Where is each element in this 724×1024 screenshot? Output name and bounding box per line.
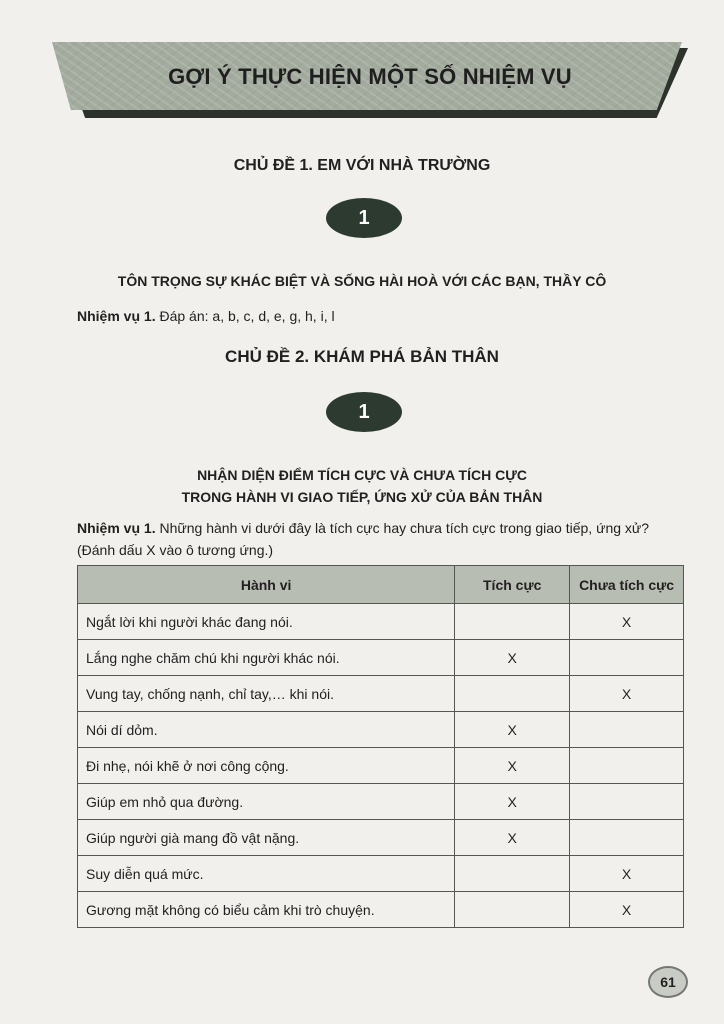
positive-cell: X	[455, 640, 570, 676]
behavior-table	[77, 565, 684, 928]
topic-2-subtitle-2: TRONG HÀNH VI GIAO TIẾP, ỨNG XỬ CỦA BẢN THÂN	[181, 489, 543, 505]
behavior-cell: Giúp em nhỏ qua đường.	[78, 784, 455, 820]
header-behavior: Hành vi	[78, 566, 455, 604]
table-row	[78, 712, 684, 748]
positive-cell: X	[455, 784, 570, 820]
not-positive-cell	[570, 640, 684, 676]
section-banner	[52, 42, 688, 118]
header-positive: Tích cực	[455, 566, 570, 604]
positive-cell	[455, 856, 570, 892]
positive-cell: X	[455, 748, 570, 784]
task-text: Những hành vi dưới đây là tích cực hay chưa tích cực trong giao tiếp, ứng xử? (Đánh dấu X vào ô tương ứng.)	[77, 520, 650, 558]
table-row	[78, 820, 684, 856]
behavior-cell: Gương mặt không có biểu cảm khi trò chuyện.	[78, 892, 455, 928]
task-label: Nhiệm vụ 1.	[77, 308, 156, 324]
task-label: Nhiệm vụ 1.	[77, 520, 156, 536]
header-not-positive: Chưa tích cực	[570, 566, 684, 604]
topic-2-task	[77, 517, 687, 561]
behavior-cell: Đi nhẹ, nói khẽ ở nơi công cộng.	[78, 748, 455, 784]
topic-2-subtitle-1: NHẬN DIỆN ĐIỂM TÍCH CỰC VÀ CHƯA TÍCH CỰC	[197, 467, 527, 483]
behavior-cell: Nói dí dỏm.	[78, 712, 455, 748]
topic-2-title: CHỦ ĐỀ 2. KHÁM PHÁ BẢN THÂN	[225, 347, 499, 366]
table-row	[78, 676, 684, 712]
table-row	[78, 892, 684, 928]
table-row	[78, 748, 684, 784]
table-row	[78, 640, 684, 676]
topic-1-title: CHỦ ĐỀ 1. EM VỚI NHÀ TRƯỜNG	[233, 157, 491, 174]
positive-cell	[455, 604, 570, 640]
page-number: 61	[648, 966, 688, 998]
positive-cell	[455, 676, 570, 712]
not-positive-cell	[570, 748, 684, 784]
topic-1-subtitle: TÔN TRỌNG SỰ KHÁC BIỆT VÀ SỐNG HÀI HOÀ VỚI CÁC BẠN, THẦY CÔ	[117, 273, 607, 289]
lesson-badge-1: 1	[326, 198, 402, 238]
positive-cell: X	[455, 820, 570, 856]
positive-cell: X	[455, 712, 570, 748]
not-positive-cell: X	[570, 856, 684, 892]
table-row	[78, 604, 684, 640]
behavior-cell: Suy diễn quá mức.	[78, 856, 455, 892]
behavior-cell: Ngắt lời khi người khác đang nói.	[78, 604, 455, 640]
not-positive-cell: X	[570, 604, 684, 640]
lesson-badge-2: 1	[326, 392, 402, 432]
table-header-row	[78, 566, 684, 604]
behavior-cell: Giúp người già mang đồ vật nặng.	[78, 820, 455, 856]
not-positive-cell	[570, 784, 684, 820]
positive-cell	[455, 892, 570, 928]
not-positive-cell	[570, 820, 684, 856]
task-text: Đáp án: a, b, c, d, e, g, h, i, l	[155, 308, 335, 324]
table-row	[78, 856, 684, 892]
behavior-cell: Lắng nghe chăm chú khi người khác nói.	[78, 640, 455, 676]
not-positive-cell: X	[570, 676, 684, 712]
page-title: GỢI Ý THỰC HIỆN MỘT SỐ NHIỆM VỤ	[168, 64, 572, 89]
topic-1-task	[77, 305, 687, 327]
not-positive-cell: X	[570, 892, 684, 928]
not-positive-cell	[570, 712, 684, 748]
behavior-cell: Vung tay, chống nạnh, chỉ tay,… khi nói.	[78, 676, 455, 712]
table-row	[78, 784, 684, 820]
